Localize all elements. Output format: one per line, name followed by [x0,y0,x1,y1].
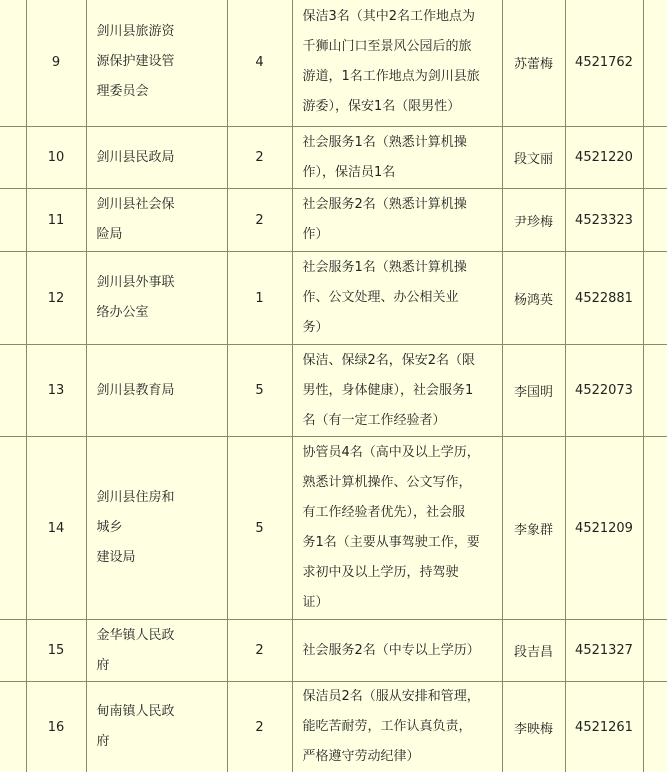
job-description-cell [292,127,502,189]
phone-number: 4523323 [575,212,633,228]
organization-line: 剑川县教育局 [96,382,175,398]
job-description-line: 男性，身体健康），社会服务1 [302,382,474,398]
job-description-line: 作、公文处理、办公相关业 [302,290,459,305]
position-count: 5 [255,520,264,536]
position-count-cell [227,682,292,772]
job-description-line: 保洁3名（其中2名工作地点为 [302,9,476,24]
row-number: 12 [47,290,65,306]
left-margin-cell [0,437,26,620]
phone-number: 4522073 [575,383,633,398]
organization-cell [86,620,227,682]
job-description-line: 千狮山门口至景风公园后的旅 [302,39,472,54]
position-count-cell [227,437,292,620]
row-number-cell [26,189,86,252]
position-count: 2 [255,150,264,165]
position-count: 2 [255,212,264,228]
phone-cell [565,345,643,437]
position-count-cell [227,189,292,252]
contact-name: 尹珍梅 [513,214,553,230]
position-count-cell [227,252,292,345]
phone-number: 4521209 [575,520,633,536]
job-description-line: 能吃苦耐劳，工作认真负责， [302,719,472,734]
organization-line: 剑川县民政局 [96,149,175,165]
job-description-line: 游道，1名工作地点为剑川县旅 [302,69,480,84]
organization-line: 剑川县社会保 [96,197,175,212]
table-row [0,127,667,189]
organization-cell [86,252,227,345]
phone-number: 4521327 [575,643,633,658]
organization-line: 剑川县住房和 [96,490,175,505]
job-description-line: 保洁、保绿2名，保安2名（限 [302,352,476,368]
table-row [0,252,667,345]
left-margin-cell [0,620,26,682]
contact-name-cell [502,0,565,127]
job-description-line: 社会服务2名（熟悉计算机操 [302,197,467,212]
position-count: 2 [255,643,264,658]
contact-name: 杨鸿英 [513,292,553,308]
job-description-line: 协管员4名（高中及以上学历， [302,445,480,460]
organization-line: 府 [96,734,110,749]
organization-line: 剑川县外事联 [96,275,175,290]
job-description-line: 严格遵守劳动纪律） [302,749,420,764]
organization-line: 剑川县旅游资 [96,24,175,39]
phone-cell [565,682,643,772]
organization-cell [86,437,227,620]
left-margin-cell [0,189,26,252]
job-description-cell [292,252,502,345]
organization-cell [86,189,227,252]
phone-number: 4521220 [575,150,633,165]
phone-cell [565,127,643,189]
right-margin-cell [643,620,667,682]
job-description-line: 游委），保安1名（限男性） [302,99,461,114]
right-margin-cell [643,0,667,127]
organization-cell [86,127,227,189]
job-description-line: 社会服务1名（熟悉计算机操 [302,260,467,275]
row-number-cell [26,682,86,772]
contact-name: 李国明 [513,385,553,400]
left-margin-cell [0,252,26,345]
organization-cell [86,345,227,437]
contact-name: 段文丽 [513,152,553,167]
contact-name-cell [502,252,565,345]
job-description-cell [292,437,502,620]
row-number: 16 [47,719,65,735]
job-description-line: 作） [302,227,329,242]
right-margin-cell [643,437,667,620]
row-number: 11 [47,212,65,228]
job-description-cell [292,620,502,682]
job-description-cell [292,682,502,772]
position-count-cell [227,0,292,127]
position-count-cell [227,127,292,189]
organization-line: 理委员会 [96,84,149,99]
row-number-cell [26,437,86,620]
job-description-line: 名（有一定工作经验者） [302,412,446,428]
contact-name-cell [502,620,565,682]
organization-line: 源保护建设管 [96,54,175,69]
position-count: 1 [255,290,264,306]
table-row [0,437,667,620]
job-description-cell [292,189,502,252]
organization-line: 金华镇人民政 [96,627,175,643]
position-count-cell [227,345,292,437]
contact-name-cell [502,189,565,252]
table-row [0,189,667,252]
job-description-line: 熟悉计算机操作、公文写作， [302,475,472,490]
phone-cell [565,189,643,252]
job-description-line: 作），保洁员1名 [302,164,396,180]
organization-cell [86,0,227,127]
contact-name: 李象群 [513,522,553,538]
organization-cell [86,682,227,772]
right-margin-cell [643,252,667,345]
organization-line: 府 [96,657,110,673]
phone-number: 4522881 [575,290,633,306]
row-number-cell [26,620,86,682]
contact-name-cell [502,345,565,437]
row-number: 14 [47,520,65,536]
organization-line: 甸南镇人民政 [96,704,175,719]
left-margin-cell [0,127,26,189]
job-description-cell [292,0,502,127]
row-number: 10 [47,150,65,165]
right-margin-cell [643,682,667,772]
phone-cell [565,620,643,682]
organization-line: 络办公室 [96,305,149,320]
organization-line: 城乡 [96,520,123,535]
job-description-line: 有工作经验者优先），社会服 [302,505,466,520]
contact-name: 段吉昌 [513,645,553,660]
job-description-line: 务1名（主要从事驾驶工作，要 [302,535,480,550]
row-number-cell [26,345,86,437]
contact-name: 李映梅 [513,721,553,737]
job-description-line: 社会服务1名（熟悉计算机操 [302,134,467,150]
row-number-cell [26,0,86,127]
contact-name-cell [502,127,565,189]
job-description-line: 求初中及以上学历，持驾驶 [302,565,459,580]
phone-cell [565,252,643,345]
contact-name-cell [502,437,565,620]
row-number: 9 [51,54,61,70]
left-margin-cell [0,682,26,772]
row-number-cell [26,127,86,189]
left-margin-cell [0,0,26,127]
job-description-line: 务） [302,320,329,335]
organization-line: 建设局 [96,550,136,565]
position-count: 2 [255,719,264,735]
table-row [0,345,667,437]
phone-number: 4521762 [575,54,633,70]
job-description-line: 证） [302,595,329,610]
row-number: 15 [47,643,65,658]
phone-cell [565,437,643,620]
row-number-cell [26,252,86,345]
table-row [0,682,667,772]
table-row [0,0,667,127]
organization-line: 险局 [96,227,123,242]
phone-number: 4521261 [575,719,633,735]
right-margin-cell [643,189,667,252]
contact-name: 苏蕾梅 [513,56,553,72]
job-description-line: 社会服务2名（中专以上学历） [302,642,480,658]
contact-name-cell [502,682,565,772]
position-count: 5 [255,383,264,398]
job-description-cell [292,345,502,437]
row-number: 13 [47,383,65,398]
right-margin-cell [643,127,667,189]
job-description-line: 保洁员2名（服从安排和管理， [302,689,480,704]
phone-cell [565,0,643,127]
table-row [0,620,667,682]
position-count-cell [227,620,292,682]
position-count: 4 [255,54,264,70]
left-margin-cell [0,345,26,437]
right-margin-cell [643,345,667,437]
